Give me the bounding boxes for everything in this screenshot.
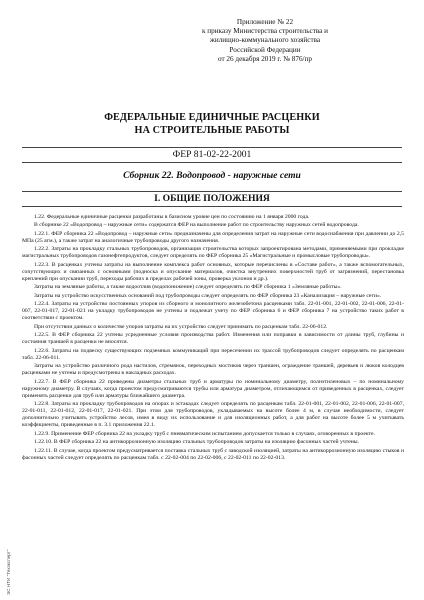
paragraph: 1.22.5. В ФЕР сборника 22 учтены усредненные условия производства работ. Изменения или поправки в зависимости от длины труб, глубины и состояния траншей в расценки не вносятся. xyxy=(22,332,404,346)
side-stamp xyxy=(3,445,11,595)
appendix-line: Приложение № 22 xyxy=(236,18,294,26)
paragraph: 1.22.2. Затраты на прокладку стальных трубопроводов, организация строительства которых запроектирована методами, применяемыми при прокладке магистральных трубопроводов газонефтепродуктов, следует определять по ФЕР сборника 25 «Магистральные и промысловые трубопроводы». xyxy=(22,246,404,260)
paragraph: В сборнике 22 «Водопровод – наружные сети» содержатся ФЕР на выполнение работ по строительству наружных сетей водопровода. xyxy=(34,222,359,229)
paragraph: 1.22.8. Затраты на прокладку трубопроводов на опорах и эстакадах следует определять по расценкам табл. 22-01-001, 22-01-002, 22-01-006, 22-01-007, 22-01-011, 22-01-012, 22-01-017, 22-01-021. При этом для трубопроводов, укладываемых на высоте более 4 м, в случае необходимости, следует дополнительно учитывать устройство лесов, имея в виду их использование и для изоляционных работ, а для работ на высоте более 5 м учитывать коэффициенты, приведенные в п. 3.1 приложения 22.1. xyxy=(22,401,404,429)
paragraph: Затраты на устройство искусственных оснований под трубопроводы следует определять по ФЕР сборника 23 «Канализация – наружные сети». xyxy=(34,292,382,299)
collection-title: Сборник 22. Водопровод - наружные сети xyxy=(123,170,301,181)
paragraph: 1.22.9. Применение ФЕР сборника 22 на укладку труб с пневматическим испытанием допускается только в случаях, оговоренных в проекте. xyxy=(34,430,375,437)
paragraph: Затраты на земляные работы, а также водоотлив (водопонижение) следует определять по ФЕР сборника 1 «Земляные работы». xyxy=(34,284,342,291)
side-stamp-text: ЭС НТИ "Техэксперт" xyxy=(6,549,11,595)
document-code: ФЕР 81-02-22-2001 xyxy=(22,147,402,163)
document-title xyxy=(0,112,424,137)
paragraph: 1.22.6. Затраты на подвеску существующих подземных коммуникаций при пересечении их трассой трубопроводов следует определять по расценкам табл. 22-06-011. xyxy=(22,347,404,361)
paragraph: 1.22.10. В ФЕР сборника 22 на антикоррозионную изоляцию стальных трубопроводов затраты на изоляцию фасонных частей учтены. xyxy=(34,439,360,446)
appendix-note xyxy=(160,18,370,64)
paragraph: 1.22. Федеральные единичные расценки разработаны в базисном уровне цен по состоянию на 1 января 2000 года. xyxy=(34,214,310,220)
body-text xyxy=(22,214,404,463)
paragraph: 1.22.3. В расценках учтены затраты на выполнение комплекса работ основных, которые перечислены в «Составе работ», а также вспомогательных, сопутствующих и связанных с основными (подноска и опускание материалов, очистка внутренних поверхностей труб от загрязнений, перестановка креплений при опускании труб, переходы рабочих в пределах рабочей зоны, проверка уклонов и др.). xyxy=(22,261,404,282)
paragraph: 1.22.11. В случае, когда проектом предусматривается поставка стальных труб с заводской изоляцией, затраты на антикоррозионную изоляцию стыков и фасонных частей следует определять по расценкам табл. с 22-02-004 по 22-02-006, с 22-02-011 по 22-02-013. xyxy=(22,447,404,461)
appendix-line: от 26 декабря 2019 г. № 876/пр xyxy=(218,54,312,63)
appendix-line: жилищно-коммунального хозяйства xyxy=(209,36,321,45)
title-line-1: ФЕДЕРАЛЬНЫЕ ЕДИНИЧНЫЕ РАСЦЕНКИ xyxy=(104,112,320,123)
paragraph: 1.22.4. Затраты на устройство постоянных упоров из сборного и монолитного железобетона расценками табл. 22-01-001, 22-01-002, 22-01-006, 22-01-007, 22-01-017, 22-01-021 на укладку трубопроводов не учтены и подлежат учету по ФЕР сборника 6 и ФЕР сборника 7 на устройство таких работ в соответствии с проектом. xyxy=(22,301,404,322)
title-line-2: НА СТРОИТЕЛЬНЫЕ РАБОТЫ xyxy=(134,124,290,136)
appendix-line: к приказу Министерства строительства и xyxy=(201,27,328,36)
paragraph: 1.22.7. В ФЕР сборника 22 приведены диаметры стальных труб и арматуры по номинальному диаметру, полиэтиленовых – по номинальному наружному диаметру. В случаях, когда проектом предусматриваются трубы или арматура диаметром, отличающимся от приведенных в расценках, следует применять расценки для труб или арматуры ближайшего диаметра. xyxy=(22,378,404,399)
paragraph: Затраты на устройство различного рода настилов, стремянок, переходных мостиков через траншеи, ограждение траншей, деревьев и люков колодцев расценками не учтены и предусмотрены в накладных расходах. xyxy=(22,363,404,377)
paragraph: 1.22.1. ФЕР сборника 22 «Водопровод – наружные сети» предназначены для определения затрат на наружные сети водоснабжения при давлении до 2,5 МПа (25 атм.), а также затрат на аналогичные трубопроводы другого назначения. xyxy=(22,230,404,244)
paragraph: При отсутствии данных о количестве упоров затраты на их устройство следует принимать по расценкам табл. 22-06-012. xyxy=(34,323,328,330)
appendix-line: Российской Федерации xyxy=(229,45,301,54)
section-heading: I. ОБЩИЕ ПОЛОЖЕНИЯ xyxy=(22,191,402,207)
